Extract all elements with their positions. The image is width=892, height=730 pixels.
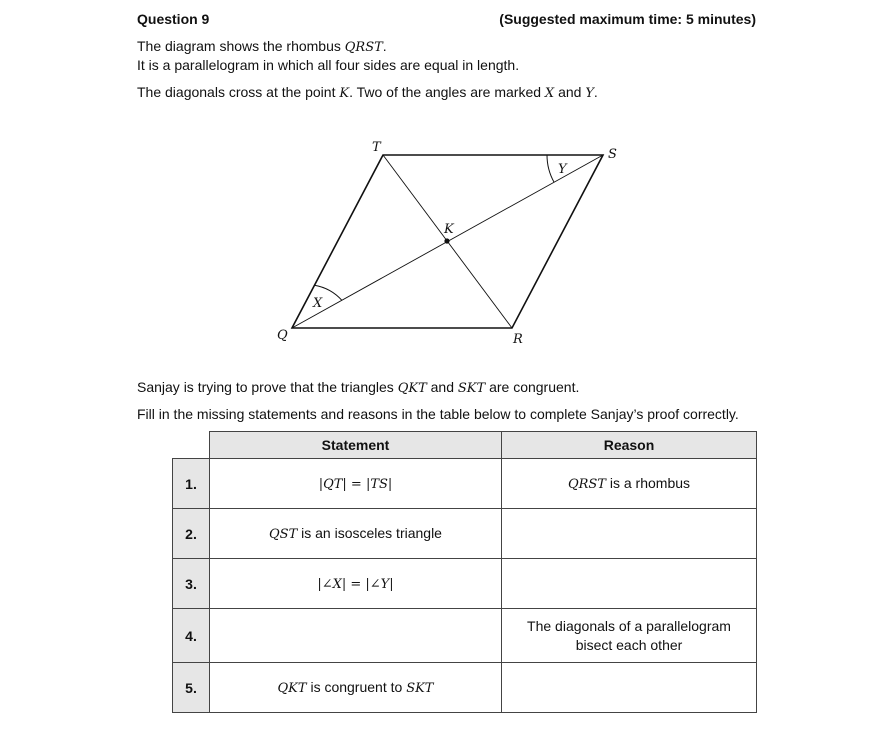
table-row	[173, 459, 757, 509]
label-s: S	[608, 147, 617, 162]
math-qkt: QKT	[397, 381, 427, 396]
reason-math: QRST	[567, 477, 606, 492]
label-k: K	[444, 222, 454, 237]
table-row	[173, 509, 757, 559]
intro-text: The diagram shows the rhombus	[137, 38, 345, 54]
table-row	[173, 559, 757, 609]
table-row	[173, 663, 757, 713]
label-q: Q	[277, 328, 288, 343]
statement-math: QKT	[277, 681, 307, 696]
proof-table	[172, 431, 757, 713]
label-x: X	[313, 296, 323, 311]
prompt-text: Sanjay is trying to prove that the triangles	[137, 379, 398, 395]
statement-math-2: SKT	[406, 681, 434, 696]
statement-cell[interactable]	[210, 663, 502, 713]
statement-math: QST	[269, 527, 298, 542]
statement-cell[interactable]	[210, 459, 502, 509]
statement-text: is congruent to	[306, 679, 407, 695]
angle-arc-y	[547, 155, 554, 182]
reason-cell[interactable]	[502, 609, 757, 663]
intro-text: .	[382, 38, 387, 54]
intro-line-2: It is a parallelogram in which all four sides are equal in length.	[137, 57, 520, 73]
question-title: Question 9	[137, 11, 210, 27]
math-x: X	[544, 86, 555, 101]
statement-text: |∠X| = |∠Y|	[317, 577, 394, 592]
math-skt: SKT	[457, 381, 486, 396]
row-number: 5.	[173, 663, 210, 713]
intro-text: and	[554, 84, 586, 100]
header-statement: Statement	[210, 432, 502, 459]
math-qrst: QRST	[344, 40, 383, 55]
header-spacer	[173, 432, 210, 459]
intro-text: The diagonals cross at the point	[137, 84, 340, 100]
table-header-row	[173, 432, 757, 459]
prompt-text: are congruent.	[485, 379, 580, 395]
reason-text	[527, 617, 731, 655]
row-number: 2.	[173, 509, 210, 559]
math-k: K	[339, 86, 350, 101]
intro-text: . Two of the angles are marked	[349, 84, 545, 100]
statement-cell[interactable]	[210, 509, 502, 559]
reason-cell[interactable]	[502, 663, 757, 713]
reason-cell[interactable]	[502, 459, 757, 509]
statement-cell[interactable]	[210, 609, 502, 663]
label-y: Y	[558, 162, 567, 177]
reason-line-2: bisect each other	[575, 636, 683, 653]
reason-cell[interactable]	[502, 559, 757, 609]
reason-text: is a rhombus	[605, 475, 691, 491]
suggested-time: (Suggested maximum time: 5 minutes)	[499, 11, 756, 27]
intro-text: .	[593, 84, 598, 100]
math-y: Y	[585, 86, 594, 101]
prompt-text: and	[426, 379, 458, 395]
table-row	[173, 609, 757, 663]
label-r: R	[513, 332, 523, 347]
statement-text: |QT| = |TS|	[318, 477, 393, 492]
statement-text: is an isosceles triangle	[297, 525, 442, 541]
prompt-line-2: Fill in the missing statements and reasons in the table below to complete Sanjay’s proof correctly.	[137, 406, 739, 422]
prompt-line-1	[137, 378, 579, 398]
reason-cell[interactable]	[502, 509, 757, 559]
reason-line-1: The diagonals of a parallelogram	[527, 617, 731, 634]
header-reason: Reason	[502, 432, 757, 459]
point-k	[444, 238, 449, 243]
row-number: 4.	[173, 609, 210, 663]
label-t: T	[372, 140, 381, 155]
row-number: 1.	[173, 459, 210, 509]
row-number: 3.	[173, 559, 210, 609]
statement-cell[interactable]	[210, 559, 502, 609]
